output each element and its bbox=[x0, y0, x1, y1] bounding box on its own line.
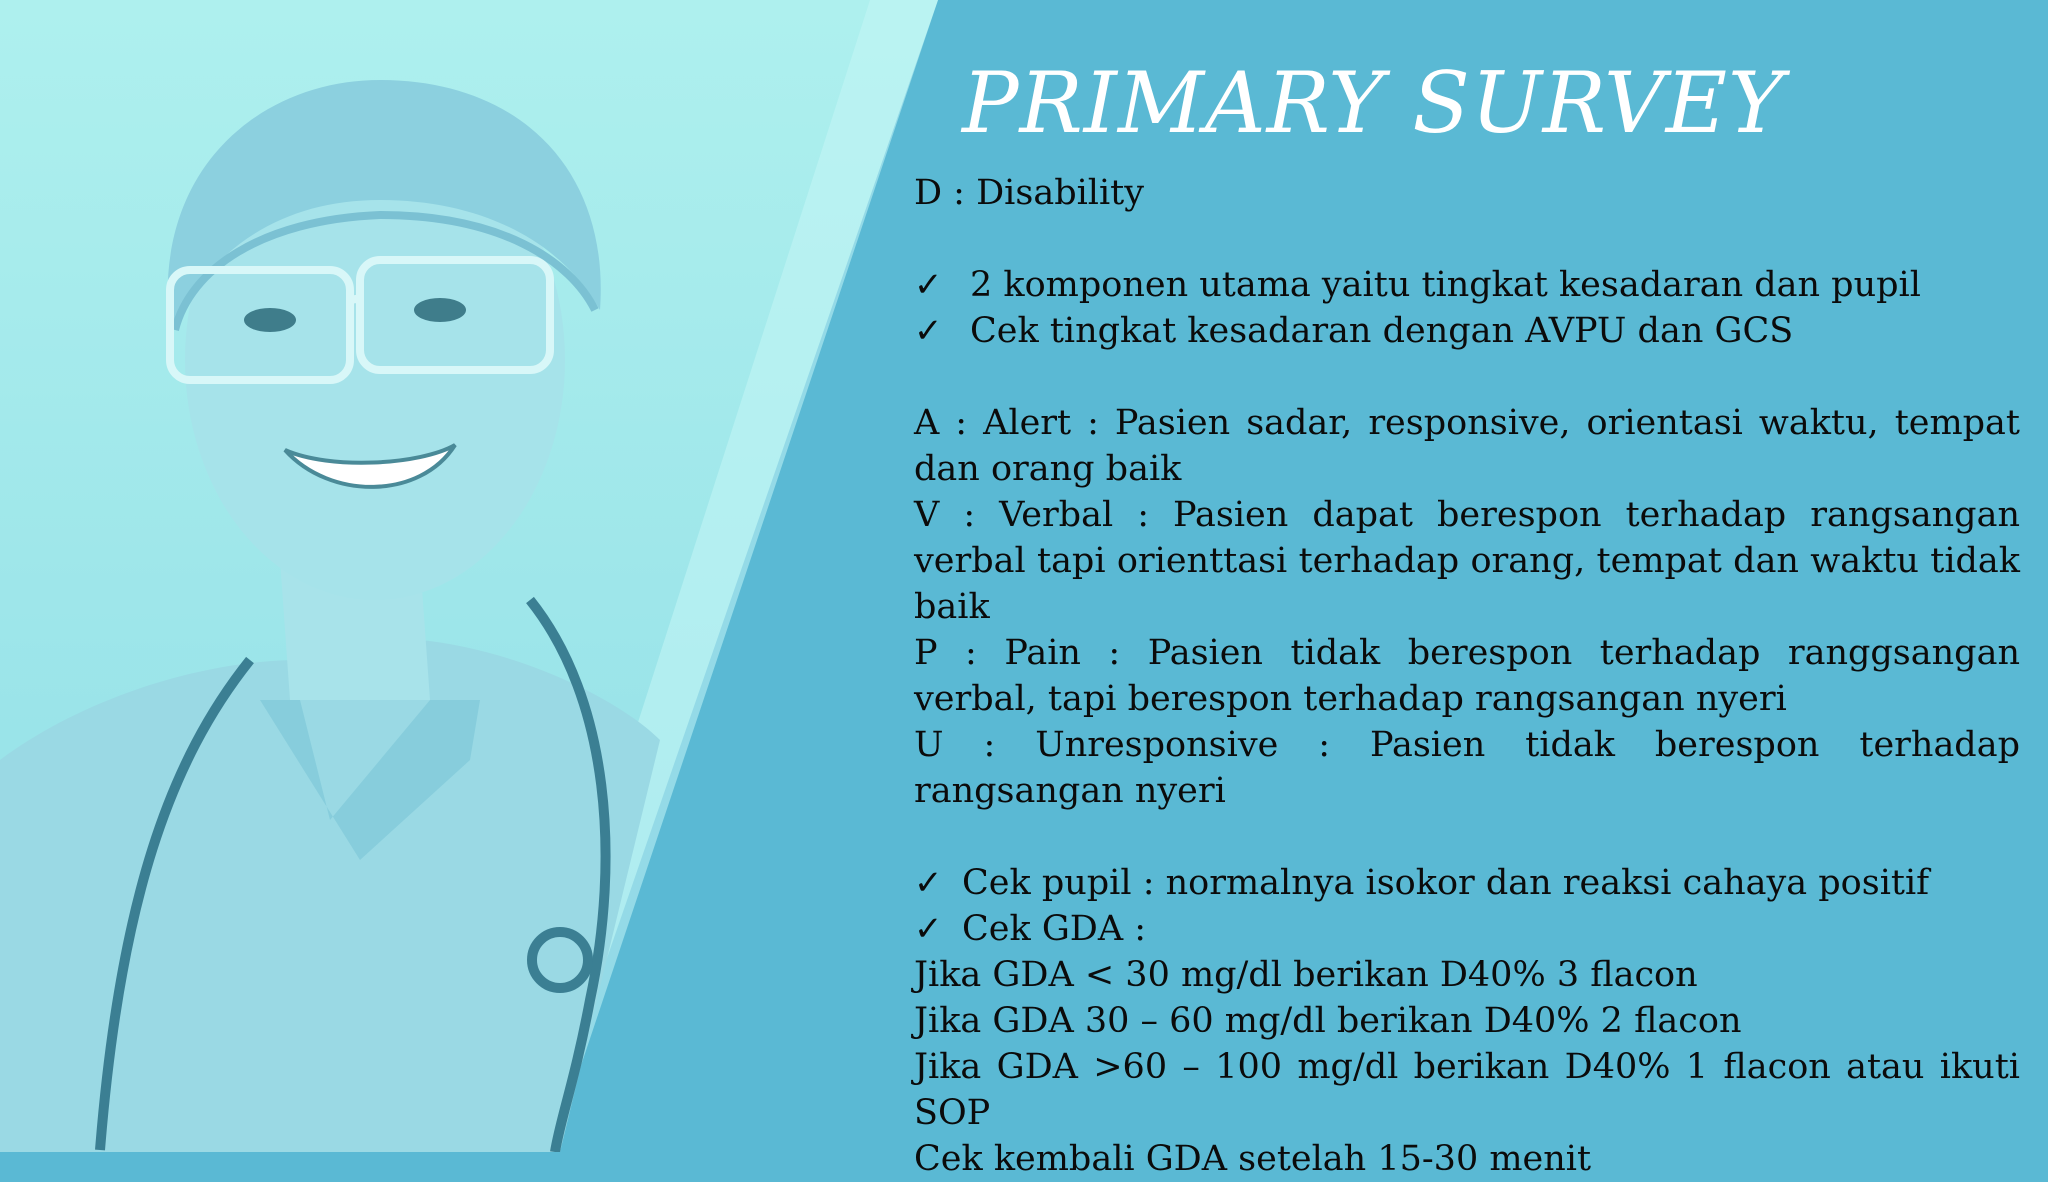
check-item bbox=[914, 262, 2020, 308]
check-item-text: Cek tingkat kesadaran dengan AVPU dan GCS bbox=[970, 311, 1794, 351]
checkmark-icon: ✓ bbox=[914, 909, 943, 949]
slide-content bbox=[914, 170, 2020, 1182]
section-heading: D : Disability bbox=[914, 173, 1145, 213]
gda-rule: Jika GDA < 30 mg/dl berikan D40% 3 flacon bbox=[914, 955, 1698, 995]
checkmark-icon: ✓ bbox=[914, 863, 943, 903]
spacer bbox=[914, 814, 2020, 860]
avpu-alert: A : Alert : Pasien sadar, responsive, orientasi waktu, tempat dan orang baik bbox=[914, 403, 2020, 489]
check-item-text: Cek GDA : bbox=[962, 909, 1147, 949]
check-item-text: Cek pupil : normalnya isokor dan reaksi cahaya positif bbox=[962, 863, 1930, 903]
check-item bbox=[914, 906, 2020, 952]
avpu-verbal: V : Verbal : Pasien dapat berespon terhadap rangsangan verbal tapi orienttasi terhadap orang, tempat dan waktu tidak baik bbox=[914, 495, 2020, 627]
spacer bbox=[914, 354, 2020, 400]
checkmark-icon: ✓ bbox=[914, 311, 943, 351]
check-item bbox=[914, 308, 2020, 354]
gda-rule: Cek kembali GDA setelah 15-30 menit bbox=[914, 1139, 1592, 1179]
checkmark-icon: ✓ bbox=[914, 265, 943, 305]
avpu-unresponsive: U : Unresponsive : Pasien tidak berespon terhadap rangsangan nyeri bbox=[914, 725, 2020, 811]
check-item bbox=[914, 860, 2020, 906]
slide-title: PRIMARY SURVEY bbox=[962, 54, 1785, 152]
check-item-text: 2 komponen utama yaitu tingkat kesadaran dan pupil bbox=[970, 265, 1921, 305]
avpu-pain: P : Pain : Pasien tidak berespon terhadap ranggsangan verbal, tapi berespon terhadap rangsangan nyeri bbox=[914, 633, 2020, 719]
gda-rule: Jika GDA >60 – 100 mg/dl berikan D40% 1 flacon atau ikuti SOP bbox=[914, 1047, 2020, 1133]
gda-rule: Jika GDA 30 – 60 mg/dl berikan D40% 2 flacon bbox=[914, 1001, 1742, 1041]
spacer bbox=[914, 216, 2020, 262]
